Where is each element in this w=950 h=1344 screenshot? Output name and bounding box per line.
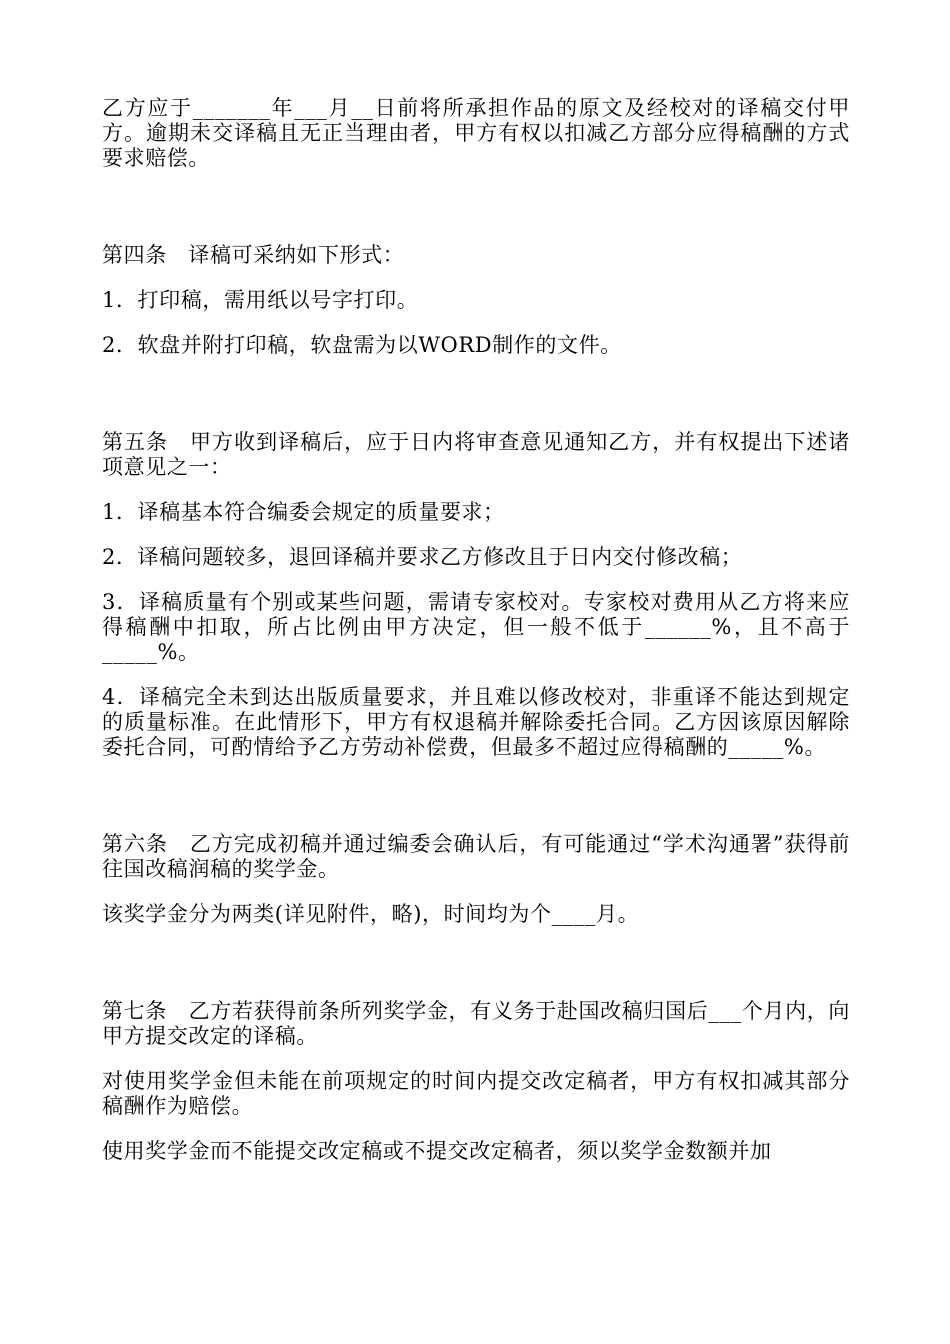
article-6-heading: 第六条 乙方完成初稿并通过编委会确认后，有可能通过“学术沟通署”获得前往国改稿润稿的奖学金。 — [102, 832, 850, 881]
article-5-heading: 第五条 甲方收到译稿后，应于日内将审查意见通知乙方，并有权提出下述诸项意见之一： — [102, 430, 850, 479]
article-7-paragraph-1: 对使用奖学金但未能在前项规定的时间内提交改定稿者，甲方有权扣减其部分稿酬作为赔偿。 — [102, 1069, 850, 1118]
article-4-item-1: 1．打印稿，需用纸以号字打印。 — [102, 288, 419, 312]
article-5-item-4: 4．译稿完全未到达出版质量要求，并且难以修改校对，非重译不能达到规定的质量标准。在此情形下，甲方有权退稿并解除委托合同。乙方因该原因解除委托合同，可酌情给予乙方劳动补偿费，但最多不超过应得稿酬的_____%。 — [102, 685, 850, 759]
article-7-paragraph-2: 使用奖学金而不能提交改定稿或不提交改定稿者，须以奖学金数额并加 — [102, 1139, 772, 1163]
article-4-heading: 第四条 译稿可采纳如下形式： — [102, 243, 405, 267]
document-page — [102, 96, 850, 1164]
article-5-item-2: 2．译稿问题较多，退回译稿并要求乙方修改且于日内交付修改稿； — [102, 545, 743, 569]
article-4-item-2: 2．软盘并附打印稿，软盘需为以WORD制作的文件。 — [102, 333, 622, 357]
article-6-paragraph: 该奖学金分为两类(详见附件，略)，时间均为个____月。 — [102, 902, 640, 926]
article-5-item-3: 3．译稿质量有个别或某些问题，需请专家校对。专家校对费用从乙方将来应得稿酬中扣取，所占比例由甲方决定，但一般不低于______%，且不高于_____%。 — [102, 590, 850, 664]
paragraph-delivery-deadline: 乙方应于_______年___月__日前将所承担作品的原文及经校对的译稿交付甲方。逾期未交译稿且无正当理由者，甲方有权以扣减乙方部分应得稿酬的方式要求赔偿。 — [102, 96, 850, 170]
article-5-item-1: 1．译稿基本符合编委会规定的质量要求； — [102, 500, 505, 524]
article-7-heading: 第七条 乙方若获得前条所列奖学金，有义务于赴国改稿归国后___个月内，向甲方提交改定的译稿。 — [102, 999, 850, 1048]
